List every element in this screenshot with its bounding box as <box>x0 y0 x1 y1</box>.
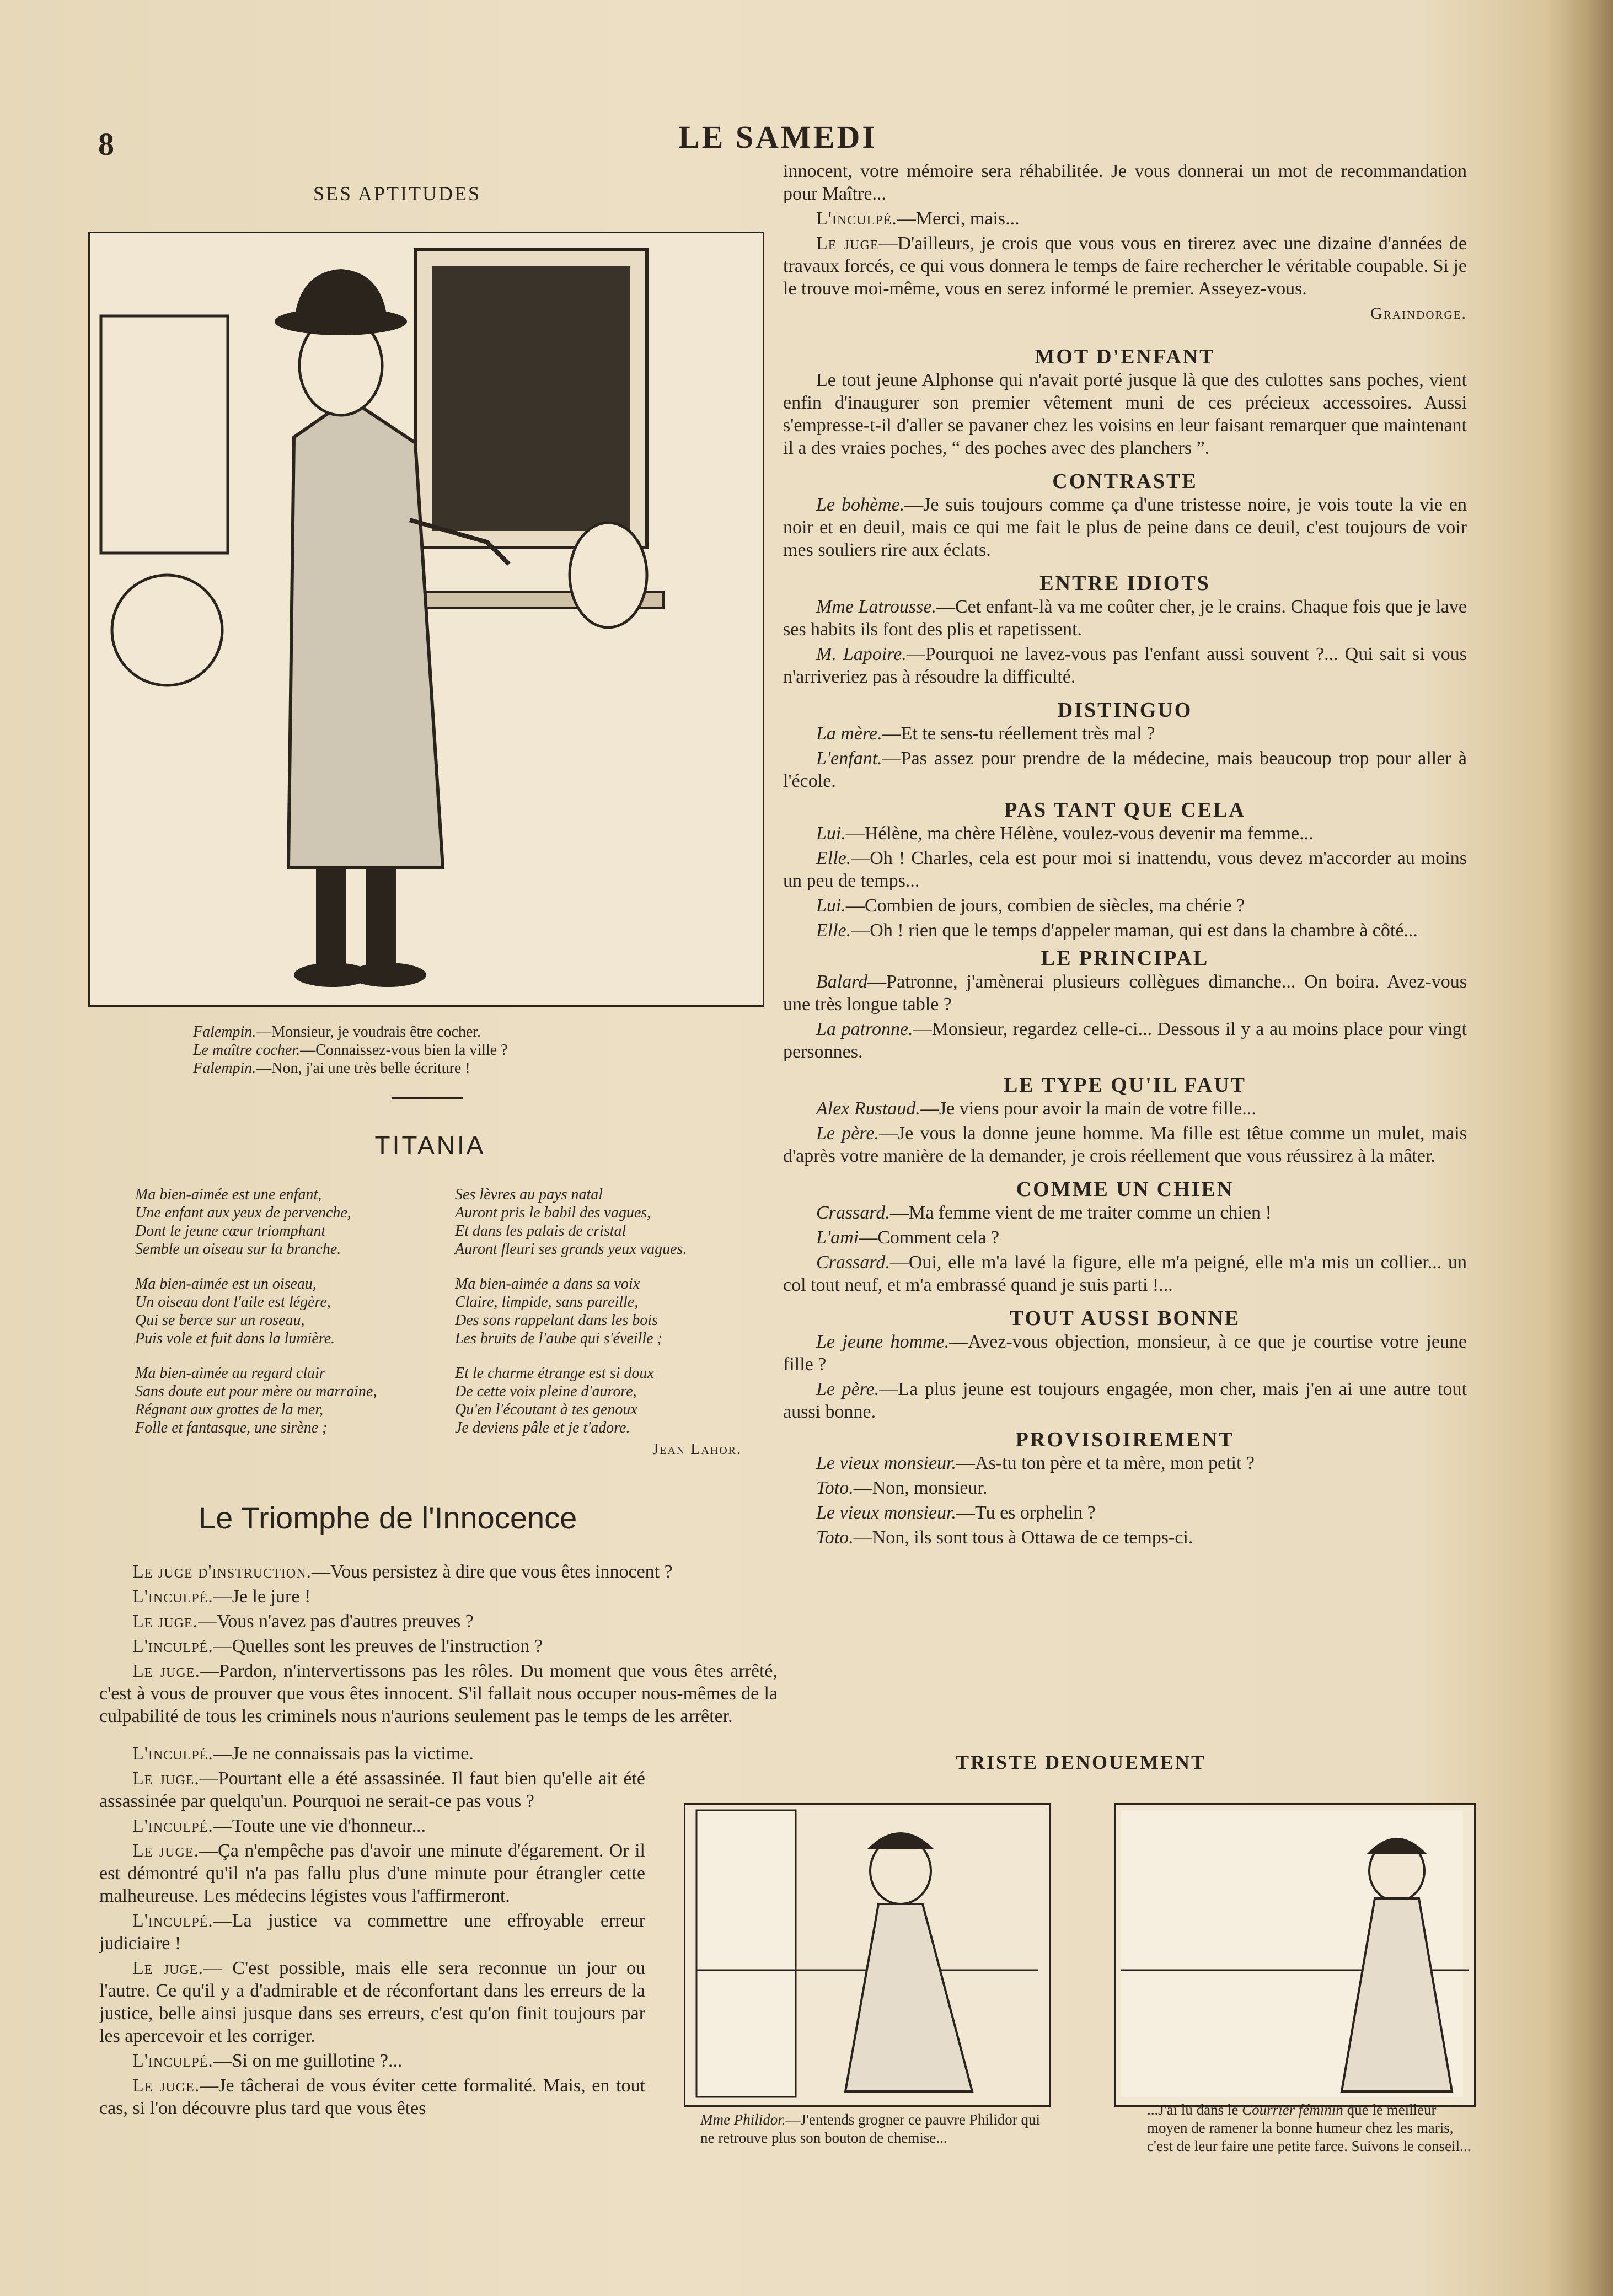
poem-line: Ma bien-aimée est une enfant, <box>135 1186 322 1203</box>
poem-stanza <box>455 1185 742 1258</box>
dialogue: —Monsieur, regardez celle-ci... Dessous il y a au moins place pour vingt personnes. <box>783 1019 1467 1062</box>
poem-stanza <box>135 1364 444 1437</box>
story-body-bottom <box>99 1742 645 2122</box>
cartoon2-title: TRISTE DENOUEMENT <box>955 1751 1207 1773</box>
joke-line <box>783 1097 1467 1120</box>
joke-bonne <box>783 1306 1467 1423</box>
joke-line <box>783 596 1467 641</box>
poem-line: Semble un oiseau sur la branche. <box>135 1241 341 1258</box>
story-paragraph <box>99 1560 778 1583</box>
speaker: L'inculpé. <box>132 1744 213 1764</box>
dialogue: —Tu es orphelin ? <box>956 1503 1096 1523</box>
joke-provisoirement <box>783 1428 1467 1549</box>
speaker: L'inculpé. <box>132 2051 213 2071</box>
joke-body <box>783 369 1467 459</box>
joke-line <box>783 1331 1467 1376</box>
joke-entre-idiots <box>783 571 1467 688</box>
story-paragraph <box>99 1585 778 1608</box>
joke-title: MOT D'ENFANT <box>1035 345 1215 368</box>
masthead: LE SAMEDI <box>678 119 877 155</box>
dialogue: —Merci, mais... <box>897 208 1020 229</box>
speaker: Mme Latrousse. <box>816 597 936 617</box>
dialogue: —Avez-vous objection, monsieur, à ce que je courtise votre jeune fille ? <box>783 1332 1467 1375</box>
dialogue: —Comment cela ? <box>859 1227 1000 1248</box>
joke-line <box>783 1526 1467 1549</box>
caption-line <box>193 1041 634 1059</box>
poem-line: Ma bien-aimée a dans sa voix <box>455 1275 640 1292</box>
dialogue: —Hélène, ma chère Hélène, voulez-vous devenir ma femme... <box>845 823 1314 844</box>
story-paragraph <box>99 1635 778 1657</box>
joke-line <box>783 1378 1467 1423</box>
cartoon-illustration <box>88 232 764 1007</box>
story-paragraph <box>99 1909 645 1955</box>
joke-title: TOUT AUSSI BONNE <box>1009 1307 1241 1330</box>
woman-smiling-drawing <box>1116 1805 1474 2105</box>
story-paragraph <box>99 2074 645 2120</box>
dialogue: —Oui, elle m'a lavé la figure, elle m'a peigné, elle m'a mis un collier... un col tout neuf, et m'a embrassé quand je suis parti !... <box>783 1252 1467 1295</box>
poem-line: Ses lèvres au pays natal <box>455 1186 603 1203</box>
joke-title: LE TYPE QU'IL FAUT <box>1003 1074 1247 1097</box>
cocher-scene-drawing <box>90 233 763 1005</box>
joke-mot-enfant <box>783 345 1467 459</box>
dialogue: —Je vous la donne jeune homme. Ma fille est têtue comme un mulet, mais d'après votre manière de la demander, je crois réellement que vous réussirez à la mâter. <box>783 1123 1467 1166</box>
dialogue: —Oh ! rien que le temps d'appeler maman, qui est dans la chambre à côté... <box>851 920 1418 941</box>
cartoon-caption <box>193 1023 634 1077</box>
caption-text: —Connaissez-vous bien la ville ? <box>300 1042 508 1059</box>
dialogue: —Pas assez pour prendre de la médecine, mais beaucoup trop pour aller à l'école. <box>783 748 1467 791</box>
cartoon2-panel-right <box>1114 1803 1476 2107</box>
poem-stanza <box>135 1185 444 1258</box>
joke-title: LE PRINCIPAL <box>1041 947 1209 970</box>
woman-at-curtain-drawing <box>685 1805 1049 2105</box>
caption-emphasis: Courrier féminin <box>1242 2101 1343 2118</box>
story-paragraph <box>99 1839 645 1907</box>
poem-line: Auront fleuri ses grands yeux vagues. <box>455 1241 687 1258</box>
story-author: Graindorge. <box>1370 304 1467 323</box>
story-paragraph <box>99 2050 645 2072</box>
joke-body <box>783 722 1467 792</box>
dialogue: —Je le jure ! <box>213 1586 311 1607</box>
story-paragraph <box>99 1957 645 2047</box>
poem-stanza <box>455 1364 742 1437</box>
dialogue: —Pardon, n'intervertissons pas les rôles. Du moment que vous êtes arrêté, c'est à vous de prouver que vous êtes innocent. S'il fallait nous occuper nous-mêmes de la culpabilité de tous les criminels nous n'aurions seulement pas le temps de les arrêter. <box>99 1661 778 1726</box>
joke-title: ENTRE IDIOTS <box>1039 572 1210 595</box>
caption-text-pre: ...J'ai lu dans le <box>1147 2101 1239 2118</box>
poem-line: Sans doute eut pour mère ou marraine, <box>135 1383 377 1400</box>
speaker: Le juge. <box>132 1841 200 1861</box>
poem-stanza <box>455 1275 742 1348</box>
caption-speaker: Le maître cocher. <box>193 1042 301 1059</box>
joke-title: COMME UN CHIEN <box>1016 1178 1234 1201</box>
dialogue: — C'est possible, mais elle sera reconnue un jour ou l'autre. Ce qu'il y a d'admirable et de réconfortant dans les erreurs de la justice, belle ainsi jusque dans ses erreurs, c'est qu'on finit toujours par les apercevoir et les corriger. <box>99 1958 646 2046</box>
dialogue: —Je ne connaissais pas la victime. <box>213 1744 474 1764</box>
poem-line: Qu'en l'écoutant à tes genoux <box>455 1401 637 1418</box>
speaker: L'inculpé. <box>132 1586 213 1607</box>
joke-line <box>783 1201 1467 1224</box>
speaker: Crassard. <box>816 1203 890 1223</box>
story-paragraph <box>783 207 1467 230</box>
joke-line <box>783 847 1467 892</box>
poem-line: Qui se berce sur un roseau, <box>135 1312 305 1329</box>
dialogue: —Pourquoi ne lavez-vous pas l'enfant aussi souvent ?... Qui sait si vous n'arriveriez pas à résoudre la difficulté. <box>783 644 1467 687</box>
story-paragraph <box>783 232 1467 300</box>
speaker: Le père. <box>816 1123 879 1144</box>
joke-line <box>783 822 1467 845</box>
joke-body <box>783 822 1467 942</box>
dialogue: —Non, ils sont tous à Ottawa de ce temps-ci. <box>853 1527 1193 1548</box>
dialogue: —Si on me guillotine ?... <box>213 2051 403 2071</box>
story-paragraph <box>99 1767 645 1812</box>
joke-line <box>783 894 1467 917</box>
dialogue: —D'ailleurs, je crois que vous vous en tirerez avec une dizaine d'années de travaux forcés, ce qui vous donnera le temps de faire rechercher le véritable coupable. Si je le trouve moi-même, vous en serez informé le premier. Asseyez-vous. <box>783 233 1467 299</box>
dialogue: —Ma femme vient de me traiter comme un chien ! <box>889 1203 1272 1223</box>
caption-text: —J'entends grogner ce pauvre Philidor qui ne retrouve plus son bouton de chemise... <box>700 2111 1041 2146</box>
joke-type <box>783 1073 1467 1167</box>
speaker: La patronne. <box>816 1019 913 1039</box>
poem-right-column <box>455 1185 742 1458</box>
joke-line <box>783 1251 1467 1296</box>
speaker: Le vieux monsieur. <box>816 1453 957 1473</box>
dialogue: innocent, votre mémoire sera réhabilitée. Je vous donnerai un mot de recommandation pour Maître... <box>783 161 1467 204</box>
poem-title: TITANIA <box>374 1131 486 1160</box>
speaker: Crassard. <box>816 1252 890 1273</box>
caption-line <box>193 1059 634 1077</box>
story-paragraph <box>783 160 1467 205</box>
page-number: 8 <box>98 126 114 162</box>
poem-line: Les bruits de l'aube qui s'éveille ; <box>455 1330 662 1347</box>
speaker: M. Lapoire. <box>816 644 907 664</box>
speaker: Le juge. <box>132 1661 200 1681</box>
joke-line <box>783 1477 1467 1499</box>
speaker: Le bohème. <box>816 495 905 515</box>
story-paragraph <box>99 1660 778 1728</box>
speaker: La mère. <box>816 723 882 744</box>
speaker: Le vieux monsieur. <box>816 1503 957 1523</box>
speaker: L'inculpé. <box>816 208 897 229</box>
dialogue: —Je viens pour avoir la main de votre fille... <box>920 1098 1256 1119</box>
caption-speaker: Mme Philidor. <box>700 2111 786 2128</box>
dialogue: —Quelles sont les preuves de l'instruction ? <box>213 1636 543 1656</box>
speaker: L'inculpé. <box>132 1911 213 1931</box>
caption-text: —Monsieur, je voudrais être cocher. <box>256 1023 481 1040</box>
poem-line: Auront pris le babil des vagues, <box>455 1204 651 1221</box>
speaker: Le juge. <box>132 1768 200 1789</box>
poem-line: De cette voix pleine d'aurore, <box>455 1383 637 1400</box>
dialogue: —Ça n'empêche pas d'avoir une minute d'égarement. Or il est démontré qu'il n'a pas fallu plus d'une minute pour étrangler cette malheureuse. Les médecins légistes vous l'affirmeront. <box>99 1841 645 1906</box>
speaker: Lui. <box>816 895 846 916</box>
cartoon2-caption-right <box>1147 2101 1472 2155</box>
story-continuation <box>783 160 1467 325</box>
dialogue: —As-tu ton père et ta mère, mon petit ? <box>956 1453 1255 1473</box>
cartoon-title: SES APTITUDES <box>313 183 481 205</box>
joke-body <box>783 970 1467 1063</box>
joke-body <box>783 1201 1467 1296</box>
joke-principal <box>783 946 1467 1063</box>
joke-line <box>783 643 1467 688</box>
joke-line <box>783 747 1467 792</box>
poem-left-column <box>135 1185 444 1453</box>
joke-title: PROVISOIREMENT <box>1015 1428 1235 1451</box>
caption-text: —Non, j'ai une très belle écriture ! <box>256 1060 470 1077</box>
joke-title: DISTINGUO <box>1057 699 1193 722</box>
joke-line <box>783 1018 1467 1063</box>
speaker: Balard <box>816 972 868 992</box>
joke-line <box>783 919 1467 942</box>
jokes-column <box>783 345 1467 1551</box>
speaker: Elle. <box>816 848 851 868</box>
caption-speaker: Falempin. <box>193 1023 256 1040</box>
dialogue: —Cet enfant-là va me coûter cher, je le crains. Chaque fois que je lave ses habits ils font des plis et rapetissent. <box>783 597 1467 640</box>
joke-line <box>783 722 1467 745</box>
speaker: Le jeune homme. <box>816 1332 950 1352</box>
dialogue: —Toute une vie d'honneur... <box>213 1816 426 1836</box>
joke-line <box>783 493 1467 561</box>
speaker: Lui. <box>816 823 846 844</box>
dialogue: —La justice va commettre une effroyable erreur judiciaire ! <box>99 1911 645 1954</box>
speaker: Toto. <box>816 1478 854 1498</box>
dialogue: —Oh ! Charles, cela est pour moi si inattendu, vous devez m'accorder au moins un peu de temps... <box>783 848 1467 891</box>
page-edge-shadow <box>1547 0 1613 2296</box>
dialogue: —La plus jeune est toujours engagée, mon cher, mais j'en ai une autre tout aussi bonne. <box>783 1379 1467 1422</box>
speaker: Le juge d'instruction. <box>132 1562 312 1582</box>
poem-line: Dont le jeune cœur triomphant <box>135 1222 326 1240</box>
story-body-top <box>99 1560 778 1730</box>
poem-line: Folle et fantasque, une sirène ; <box>135 1419 328 1436</box>
joke-line <box>783 1226 1467 1249</box>
speaker: Elle. <box>816 920 851 941</box>
joke-body <box>783 493 1467 561</box>
dialogue: —Pourtant elle a été assassinée. Il faut bien qu'elle ait été assassinée par quelqu'un. Pourquoi ne serait-ce pas vous ? <box>99 1768 645 1811</box>
joke-line <box>783 1452 1467 1474</box>
dialogue: Le tout jeune Alphonse qui n'avait porté jusque là que des culottes sans poches, vient enfin d'inaugurer son premier vêtement muni de ces précieux accessoires. Aussi s'empresse-t-il d'aller se pavaner chez les voisins en leur faisant remarquer que maintenant il a des vraies poches, “ des poches avec des planchers ”. <box>783 370 1467 458</box>
speaker: L'enfant. <box>816 748 882 769</box>
poem-line: Claire, limpide, sans pareille, <box>455 1294 639 1311</box>
speaker: Le juge. <box>132 2075 200 2096</box>
joke-body <box>783 596 1467 688</box>
joke-body <box>783 1331 1467 1423</box>
joke-body <box>783 1452 1467 1549</box>
dialogue: —Non, monsieur. <box>853 1478 988 1498</box>
joke-line <box>783 970 1467 1016</box>
poem-line: Un oiseau dont l'aile est légère, <box>135 1294 331 1311</box>
cartoon2-caption-left <box>700 2111 1042 2147</box>
joke-body <box>783 1097 1467 1167</box>
joke-pas-tant <box>783 798 1467 942</box>
poem-line: Une enfant aux yeux de pervenche, <box>135 1204 351 1221</box>
poem-line: Régnant aux grottes de la mer, <box>135 1401 324 1418</box>
speaker: Alex Rustaud. <box>816 1098 920 1119</box>
poem-line: Des sons rappelant dans les bois <box>455 1312 658 1329</box>
caption-speaker: Falempin. <box>193 1060 256 1077</box>
poem-author: Jean Lahor. <box>652 1441 742 1458</box>
story-paragraph <box>99 1742 645 1765</box>
story-paragraph <box>99 1610 778 1633</box>
dialogue: —Je suis toujours comme ça d'une tristesse noire, je vois toute la vie en noir et en deuil, mais ce qui me fait le plus de peine dans ce deuil, c'est toujours de voir mes souliers rire aux éclats. <box>783 495 1467 560</box>
speaker: Le juge. <box>132 1611 199 1632</box>
joke-line <box>783 1501 1467 1524</box>
speaker: L'inculpé. <box>132 1816 213 1836</box>
caption-line <box>193 1023 634 1041</box>
joke-line <box>783 369 1467 459</box>
speaker: Toto. <box>816 1527 854 1548</box>
dialogue: —Combien de jours, combien de siècles, ma chérie ? <box>845 895 1245 916</box>
poem-line: Ma bien-aimée au regard clair <box>135 1365 325 1382</box>
dialogue: —Vous n'avez pas d'autres preuves ? <box>198 1611 474 1632</box>
dialogue: —Vous persistez à dire que vous êtes innocent ? <box>312 1562 673 1582</box>
speaker: L'inculpé. <box>132 1636 213 1656</box>
divider <box>392 1097 463 1099</box>
joke-chien <box>783 1177 1467 1296</box>
speaker: Le juge <box>816 233 879 254</box>
joke-title: CONTRASTE <box>1052 470 1198 493</box>
caption-text-post: que le meilleur moyen de ramener la bonne humeur chez les maris, c'est de leur faire une petite farce. Suivons le conseil... <box>1147 2101 1471 2154</box>
poem-stanza <box>135 1275 444 1348</box>
joke-title: PAS TANT QUE CELA <box>1004 798 1246 822</box>
cartoon2-panel-left <box>684 1803 1051 2107</box>
poem-line: Puis vole et fuit dans la lumière. <box>135 1330 335 1347</box>
joke-line <box>783 1122 1467 1167</box>
speaker: Le père. <box>816 1379 880 1399</box>
poem-line: Ma bien-aimée est un oiseau, <box>135 1275 317 1292</box>
story-paragraph <box>99 1815 645 1837</box>
dialogue: —Patronne, j'amènerai plusieurs collègues dimanche... On boira. Avez-vous une très longue table ? <box>783 972 1467 1015</box>
dialogue: —Et te sens-tu réellement très mal ? <box>882 723 1155 744</box>
speaker: L'ami <box>816 1227 859 1248</box>
poem-line: Et le charme étrange est si doux <box>455 1365 654 1382</box>
joke-contraste <box>783 469 1467 561</box>
poem-line: Je deviens pâle et je t'adore. <box>455 1419 630 1436</box>
poem-line: Et dans les palais de cristal <box>455 1222 626 1240</box>
story-title: Le Triomphe de l'Innocence <box>199 1500 577 1535</box>
speaker: Le juge. <box>132 1958 203 1978</box>
dialogue: —Je tâcherai de vous éviter cette formalité. Mais, en tout cas, si l'on découvre plus tard que vous êtes <box>99 2075 645 2118</box>
joke-distinguo <box>783 698 1467 792</box>
